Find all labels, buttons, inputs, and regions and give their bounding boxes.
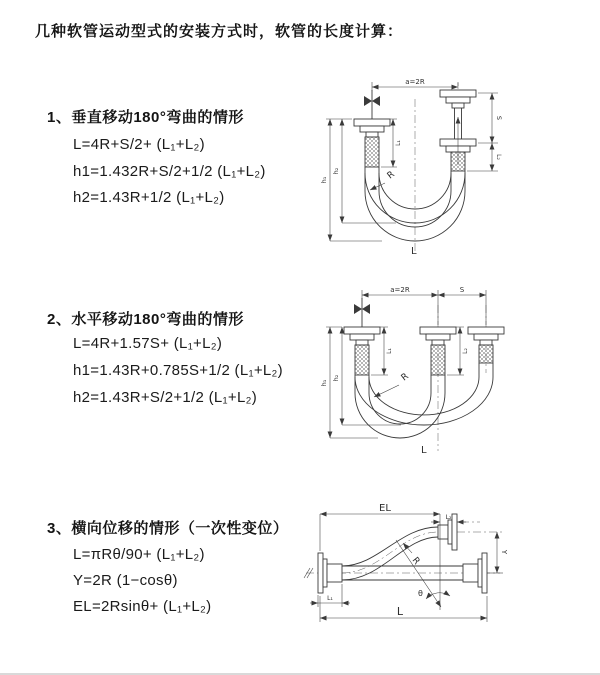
l2-dimension	[431, 514, 466, 522]
right-flange	[463, 553, 487, 593]
formula-line: Y=2R (1−cosθ)	[73, 572, 178, 589]
stroke-dimension-s	[467, 93, 503, 171]
formula-line: L=πRθ/90+ (L₁+L₂)	[73, 546, 205, 563]
dim-label-r: R	[385, 169, 397, 182]
dim-label-r: R	[399, 371, 411, 384]
dim-label-s: S	[459, 286, 465, 294]
l-dimension	[320, 596, 487, 622]
diagram-horizontal-180-bend	[316, 281, 588, 461]
el-dimension	[320, 503, 440, 551]
dim-label-length: L	[396, 605, 404, 618]
y-dimension	[487, 532, 508, 573]
page-title: 几种软管运动型式的安装方式时，软管的长度计算：	[35, 23, 404, 40]
dim-label-h1: h₁	[320, 176, 328, 184]
left-pipe-flange	[344, 327, 380, 393]
dim-label-r: R	[409, 555, 422, 567]
dim-label-l1: L₁	[327, 595, 333, 602]
dim-label-span: a=2R	[390, 286, 410, 294]
dim-label-length: L	[421, 445, 427, 456]
diagram-lateral-displacement	[300, 500, 512, 640]
left-flange	[318, 553, 342, 593]
displaced-hose-curve	[342, 527, 438, 580]
formula-line: EL=2Rsinθ+ (L₁+L₂)	[73, 598, 212, 615]
top-span-dimensions	[362, 286, 486, 325]
dim-label-h1: h₁	[320, 379, 328, 387]
middle-pipe-flange	[420, 327, 456, 393]
formula-line: h2=1.43R+S/2+1/2 (L₁+L₂)	[73, 389, 258, 406]
section-3-heading: 3、横向位移的情形（一次性变位）	[47, 520, 289, 537]
dim-label-span: a=2R	[405, 78, 425, 86]
dim-label-l2: L₂	[495, 154, 502, 160]
dim-label-theta: θ	[418, 589, 423, 598]
diagram-vertical-180-bend	[316, 73, 570, 259]
top-span-dimension	[372, 78, 458, 91]
formula-line: L=4R+S/2+ (L₁+L₂)	[73, 136, 205, 153]
dim-label-el: EL	[379, 503, 391, 514]
formula-line: h2=1.43R+1/2 (L₁+L₂)	[73, 189, 225, 206]
height-dimensions	[320, 119, 396, 241]
dim-label-length: L	[411, 246, 417, 257]
section-2-heading: 2、水平移动180°弯曲的情形	[47, 311, 244, 328]
dim-label-h2: h₂	[332, 167, 340, 175]
dim-label-y: Y	[500, 549, 508, 555]
section-1-heading: 1、垂直移动180°弯曲的情形	[47, 109, 244, 126]
l1-dimension	[310, 584, 350, 607]
radius-callout	[374, 372, 411, 397]
dim-label-h2: h₂	[332, 374, 340, 382]
formula-line: h1=1.432R+S/2+1/2 (L₁+L₂)	[73, 163, 266, 180]
radius-callout	[370, 170, 397, 190]
dim-label-l2: L₂	[462, 348, 469, 354]
formula-line: h1=1.43R+0.785S+1/2 (L₁+L₂)	[73, 362, 283, 379]
dim-label-l1: L₁	[386, 348, 393, 354]
valve-icon	[354, 298, 370, 327]
dim-label-l2: L₂	[445, 514, 452, 521]
formula-line: L=4R+1.57S+ (L₁+L₂)	[73, 335, 223, 352]
dim-label-l1: L₁	[395, 140, 402, 146]
left-pipe-flange	[354, 119, 390, 191]
dim-label-s: S	[495, 115, 503, 121]
hose-loops	[355, 377, 493, 438]
valve-icon	[364, 90, 380, 119]
right-pipe-flanges	[440, 90, 476, 191]
